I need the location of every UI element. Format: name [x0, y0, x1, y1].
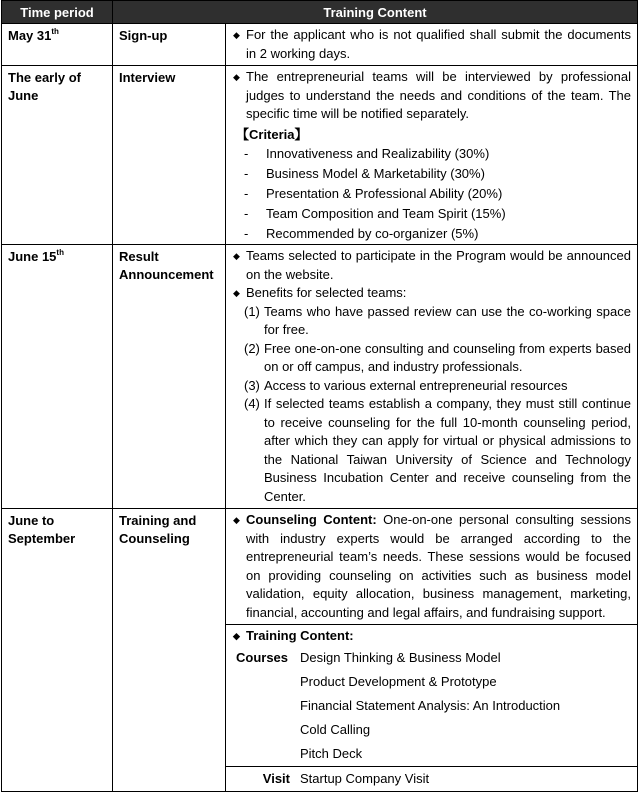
- course-item: Cold Calling: [300, 721, 371, 737]
- courses-table: [236, 646, 560, 766]
- visit-block: [226, 766, 637, 791]
- course-item: Pitch Deck: [300, 745, 363, 761]
- criteria-item: - Recommended by co-organizer (5%): [232, 224, 631, 244]
- training-block: [226, 624, 637, 766]
- header-training-content: Training Content: [113, 1, 638, 24]
- courses-label: Courses: [236, 649, 289, 665]
- time-cell: The early of June: [2, 66, 113, 245]
- stage-cell: Interview: [113, 66, 226, 245]
- stage-cell: Training and Counseling: [113, 509, 226, 792]
- visit-label: Visit: [262, 770, 290, 786]
- criteria-item: - Team Composition and Team Spirit (15%): [232, 204, 631, 224]
- table-row: [2, 509, 638, 792]
- criteria-item: - Presentation & Professional Ability (20%): [232, 184, 631, 204]
- course-item: Product Development & Prototype: [300, 673, 497, 689]
- course-item: Design Thinking & Business Model: [300, 649, 501, 665]
- visit-table: [236, 767, 429, 791]
- criteria-title: 【Criteria】: [236, 126, 308, 142]
- time-cell: June to September: [2, 509, 113, 792]
- time-cell: June 15th: [2, 245, 113, 509]
- benefit-item: (1) Teams who have passed review can use the co-working space for free.: [244, 303, 631, 337]
- table-row: [2, 24, 638, 66]
- stage-cell: Result Announcement: [113, 245, 226, 509]
- content-cell: [226, 24, 638, 66]
- list-item: ◆ Counseling Content: One-on-one personal consulting sessions with industry experts would be arranged according to the entrepreneurial team’s needs. These sessions would be focused on providing counseling on activities such as business model validation, equity allocation, business management, marketing, financial, accounting and legal affairs, and fundraising support.: [232, 511, 631, 622]
- benefit-item: (4) If selected teams establish a company, they must still continue to receive counseling for the full 10-month counseling period, after which they can apply for virtual or physical admissions to the National Taiwan University of Science and Technology Business Incubation Center and receive counseling from the Center.: [244, 396, 631, 504]
- table-row: [2, 66, 638, 245]
- list-item: ◆ Teams selected to participate in the Program would be announced on the website.: [232, 247, 631, 284]
- visit-item: Startup Company Visit: [300, 770, 430, 786]
- training-label: ◆ Training Content:: [232, 627, 631, 646]
- benefit-item: (2) Free one-on-one consulting and counseling from experts based on or off campus, and industry professionals.: [244, 340, 631, 374]
- list-item: ◆ Benefits for selected teams:: [232, 284, 631, 303]
- stage-cell: Sign-up: [113, 24, 226, 66]
- list-item: ◆ The entrepreneurial teams will be interviewed by professional judges to understand the needs and conditions of the team. The specific time will be notified separately.: [232, 68, 631, 124]
- schedule-table: [1, 0, 638, 792]
- criteria-item: - Innovativeness and Realizability (30%): [232, 144, 631, 164]
- header-row: [2, 1, 638, 24]
- criteria-item: - Business Model & Marketability (30%): [232, 164, 631, 184]
- list-item: ◆ For the applicant who is not qualified shall submit the documents in 2 working days.: [232, 26, 631, 63]
- header-time-period: Time period: [2, 1, 113, 24]
- table-row: [2, 245, 638, 509]
- time-cell: May 31th: [2, 24, 113, 66]
- benefit-item: (3) Access to various external entrepreneurial resources: [244, 377, 568, 393]
- course-item: Financial Statement Analysis: An Introduction: [300, 697, 561, 713]
- counseling-block: [226, 509, 637, 624]
- content-cell: [226, 245, 638, 509]
- content-cell: [226, 509, 638, 792]
- content-cell: [226, 66, 638, 245]
